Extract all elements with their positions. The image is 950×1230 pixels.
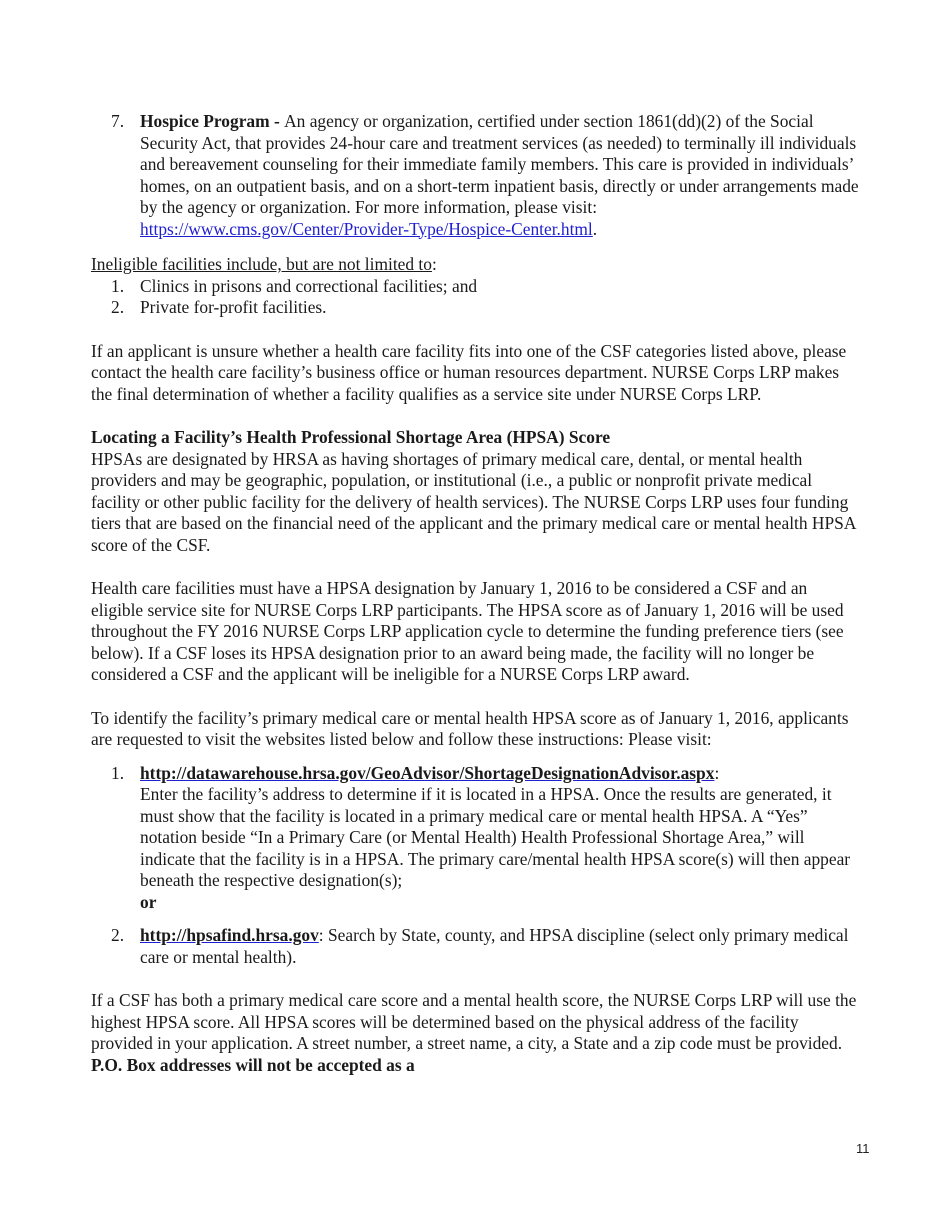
list-number: 2. xyxy=(111,297,125,317)
website-list-item xyxy=(91,925,861,968)
ineligible-heading-text: Ineligible facilities include, but are not limited to xyxy=(91,254,432,274)
ineligible-item-text: Clinics in prisons and correctional facilities; and xyxy=(140,275,478,296)
website-list-item xyxy=(91,763,861,914)
link-separator: : xyxy=(318,925,324,945)
list-number: 1. xyxy=(111,762,125,783)
final-paragraph xyxy=(91,990,861,1076)
shortage-designation-advisor-link[interactable]: http://datawarehouse.hrsa.gov/GeoAdvisor/ShortageDesignationAdvisor.aspx xyxy=(140,762,715,783)
ineligible-heading xyxy=(91,254,861,276)
unsure-paragraph: If an applicant is unsure whether a health care facility fits into one of the CSF categories listed above, please contact the health care facility’s business office or human resources department. NURSE Corps LRP makes the final determination of whether a facility qualifies as a service site under NURSE Corps LRP. xyxy=(91,340,847,404)
hpsafind-link[interactable]: http://hpsafind.hrsa.gov xyxy=(140,925,319,945)
hpsa-paragraph-3: To identify the facility’s primary medical care or mental health HPSA score as of January 1, 2016, applicants are requested to visit the websites listed below and follow these instructions: Please visit: xyxy=(91,707,849,749)
ineligible-item-text: Private for-profit facilities. xyxy=(140,297,327,317)
section-heading: Locating a Facility’s Health Professional Shortage Area (HPSA) Score xyxy=(91,427,611,447)
document-page xyxy=(91,111,861,1076)
hospice-end: . xyxy=(592,218,598,239)
list-number: 2. xyxy=(111,925,125,945)
hospice-text: An agency or organization, certified under section 1861(dd)(2) of the Social Security Act, that provides 24-hour care and treatment services (as needed) to terminally ill individuals and bereavement counseling for their immediate family members. This care is provided in individuals’ homes, on an outpatient basis, and on a short-term inpatient basis, directly or under arrangements made by the agency or organization. For more information, please visit: xyxy=(140,111,859,217)
website-instructions: Enter the facility’s address to determine if it is located in a HPSA. Once the results are generated, it must show that the facility is located in a primary medical care or mental health HPSA. A “Yes” notation beside “In a Primary Care (or Mental Health) Health Professional Shortage Area,” will indicate that the facility is in a HPSA. The primary care/mental health HPSA score(s) will then appear beneath the respective designation(s); xyxy=(140,784,851,890)
hospice-label: Hospice Program - xyxy=(140,111,285,131)
ineligible-item xyxy=(91,297,861,319)
link-separator: : xyxy=(714,762,720,783)
hpsa-paragraph-2: Health care facilities must have a HPSA designation by January 1, 2016 to be considered a CSF and an eligible service site for NURSE Corps LRP participants. The HPSA score as of January 1, 2016 will be used throughout the FY 2016 NURSE Corps LRP application cycle to determine the funding preference tiers (see below). If a CSF loses its HPSA designation prior to an award being made, the facility will no longer be considered a CSF and the applicant will be ineligible for a NURSE Corps LRP award. xyxy=(91,578,844,684)
list-number: 7. xyxy=(111,111,125,131)
final-paragraph-text: If a CSF has both a primary medical care score and a mental health score, the NURSE Corps LRP will use the highest HPSA score. All HPSA scores will be determined based on the physical address of the facility provided in your application. A street number, a street name, a city, a State and a zip code must be provided. xyxy=(91,990,857,1053)
ineligible-item xyxy=(91,276,861,298)
ineligible-colon: : xyxy=(431,254,437,274)
hospice-center-link[interactable]: https://www.cms.gov/Center/Provider-Type/Hospice-Center.html xyxy=(140,218,593,239)
or-connector: or xyxy=(140,891,157,912)
list-number: 1. xyxy=(111,275,125,296)
page-number: 11 xyxy=(856,1141,870,1156)
hpsa-paragraph-1: HPSAs are designated by HRSA as having shortages of primary medical care, dental, or mental health providers and may be geographic, population, or institutional (i.e., a public or nonprofit private medical facility or other public facility for the delivery of health services). The NURSE Corps LRP uses four funding tiers that are based on the financial need of the applicant and the primary medical care or mental health HPSA score of the CSF. xyxy=(91,448,856,555)
final-paragraph-bold: P.O. Box addresses will not be accepted as a xyxy=(91,1054,415,1075)
website-instructions: Search by State, county, and HPSA discipline (select only primary medical care or mental health). xyxy=(140,925,849,967)
hospice-list-item xyxy=(91,111,861,240)
